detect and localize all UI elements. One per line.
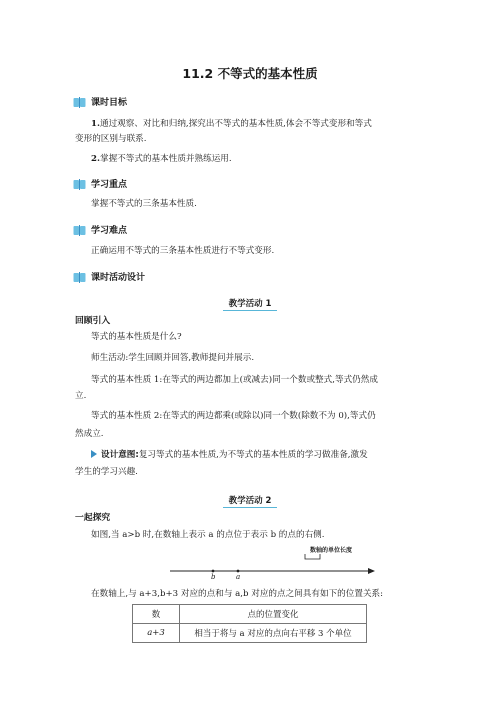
axis-unit-label: 数轴的单位长度	[310, 547, 353, 554]
unit-length-bracket	[305, 554, 320, 559]
section-design	[73, 268, 86, 287]
table-intro: 在数轴上,与 a+3,b+3 对应的点和与 a,b 对应的点之间具有如下的位置关系:	[91, 589, 384, 599]
point-b	[212, 570, 215, 573]
equality-property-2-line-2: 然成立.	[75, 429, 104, 439]
goal-item-1-line-2: 变形的区别与联系.	[75, 134, 147, 144]
section-key-heading: 学习重点	[91, 180, 128, 190]
table-header-position-change: 点的位置变化	[180, 605, 367, 624]
point-a	[237, 570, 240, 573]
axis-arrow-icon	[368, 568, 375, 574]
goal-item-1-number: 1.	[91, 119, 100, 129]
position-change-table	[132, 604, 367, 643]
activity-1-badge: 教学活动 1	[223, 299, 278, 311]
activity-2-badge: 教学活动 2	[223, 496, 278, 508]
section-difficulty-heading: 学习难点	[91, 226, 128, 236]
difficulty-text: 正确运用不等式的三条基本性质进行不等式变形.	[91, 246, 275, 256]
section-key	[73, 175, 86, 194]
design-intent-label: 设计意图:	[101, 450, 139, 460]
equality-property-2-line-1: 等式的基本性质 2:在等式的两边都乘(或除以)同一个数(除数不为 0),等式仍	[91, 411, 376, 421]
book-icon	[73, 97, 86, 108]
key-text: 掌握不等式的三条基本性质.	[91, 199, 197, 209]
activity-1-question: 等式的基本性质是什么?	[91, 332, 182, 342]
section-design-heading: 课时活动设计	[91, 273, 146, 283]
goal-item-1-line-1	[91, 118, 372, 130]
table-header-row	[133, 605, 367, 624]
book-icon	[73, 179, 86, 190]
number-line	[170, 550, 380, 586]
activity-2-intro: 如图,当 a>b 时,在数轴上表示 a 的点位于表示 b 的点的右侧.	[91, 530, 325, 540]
equality-property-1-line-1: 等式的基本性质 1:在等式的两边都加上(或减去)同一个数或整式,等式仍然成	[91, 375, 378, 385]
section-goal-heading: 课时目标	[91, 98, 128, 108]
activity-2-badge-wrap	[0, 488, 500, 507]
table-row	[133, 624, 367, 643]
goal-item-1-text: 通过观察、对比和归纳,探究出不等式的基本性质,体会不等式变形和等式	[99, 119, 372, 129]
goal-item-2	[91, 153, 232, 165]
axis-label-b: b	[211, 573, 216, 581]
design-intent-text: 复习等式的基本性质,为不等式的基本性质的学习做准备,激发	[138, 450, 368, 460]
axis-label-a: a	[236, 573, 241, 581]
goal-item-2-number: 2.	[91, 154, 100, 164]
section-goal	[73, 93, 86, 112]
page-title: 11.2 不等式的基本性质	[182, 66, 318, 81]
activity-2-heading: 一起探究	[75, 513, 111, 523]
equality-property-1-line-2: 立.	[75, 391, 87, 401]
triangle-bullet-icon	[91, 450, 97, 458]
activity-1-teacher: 师生活动:学生回顾并回答,教师提问并展示.	[91, 353, 255, 363]
book-icon	[73, 225, 86, 236]
design-intent-line-2: 学生的学习兴趣.	[75, 467, 138, 477]
book-icon	[73, 272, 86, 283]
table-cell-number: a+3	[133, 624, 180, 643]
activity-1-badge-wrap	[0, 291, 500, 310]
section-difficulty	[73, 221, 86, 240]
activity-1-heading: 回顾引入	[75, 316, 111, 326]
table-header-number: 数	[133, 605, 180, 624]
table-cell-position-change: 相当于将与 a 对应的点向右平移 3 个单位	[180, 624, 367, 643]
goal-item-2-text: 掌握不等式的基本性质并熟练运用.	[99, 154, 232, 164]
design-intent-line-1	[91, 449, 368, 461]
